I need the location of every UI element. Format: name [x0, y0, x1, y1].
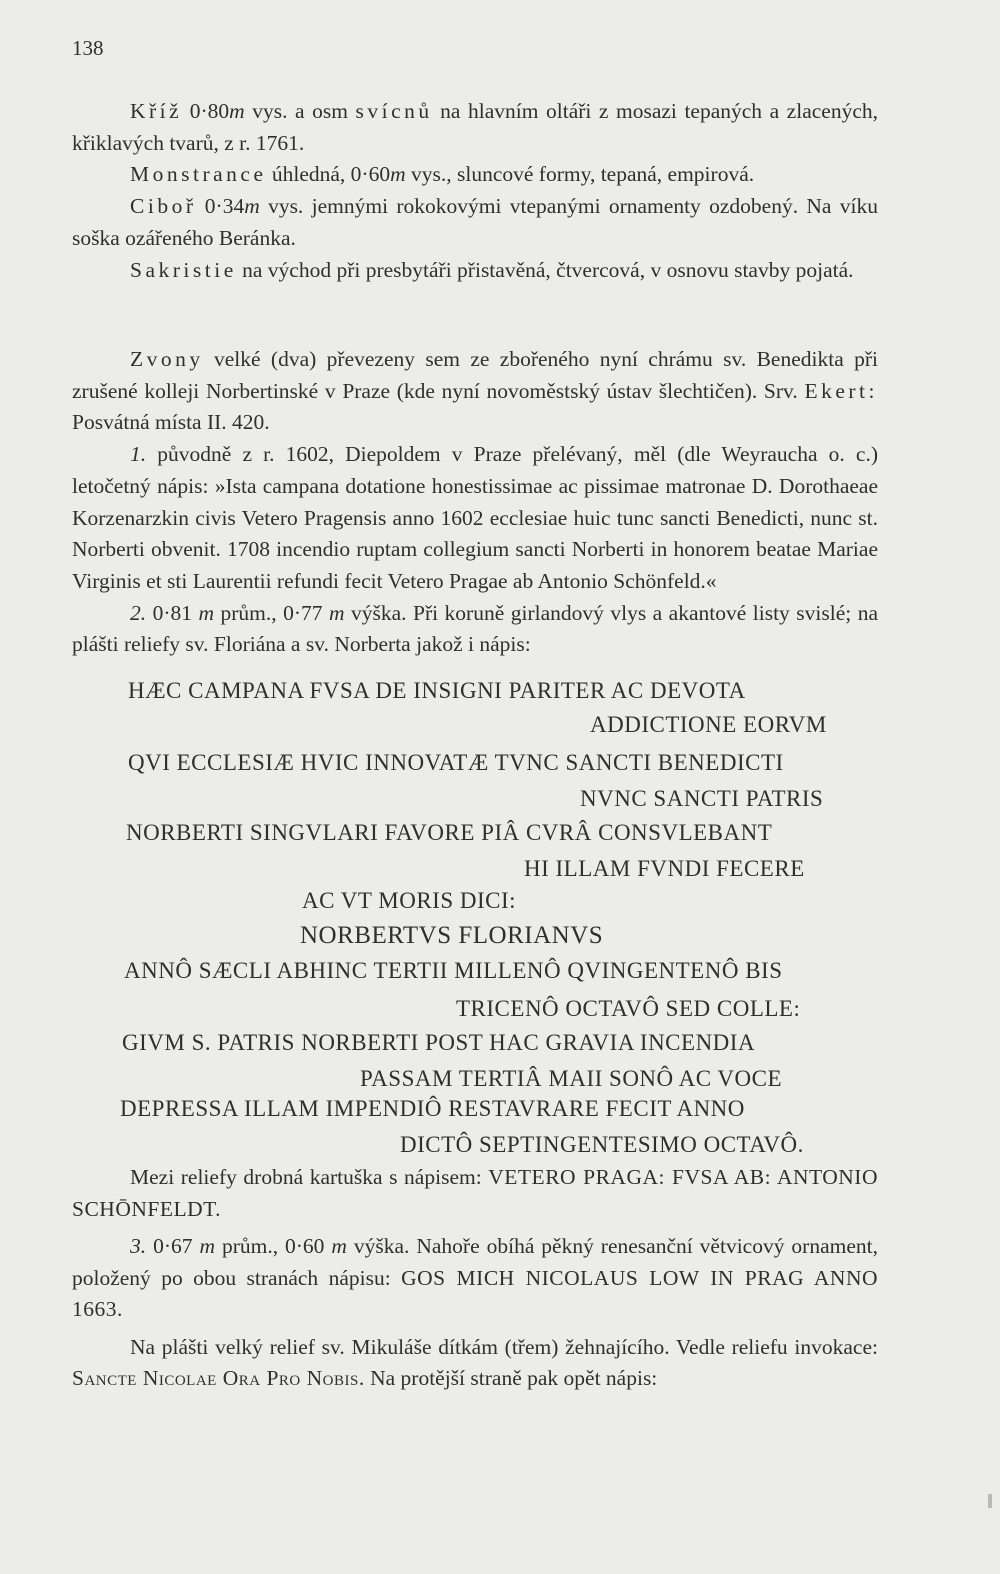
paragraph-kriz — [72, 96, 878, 159]
inscription-line: NORBERTI SINGVLARI FAVORE PIÂ CVRÂ CONSVLEBANT — [126, 820, 773, 845]
inscription-line: GIVM S. PATRIS NORBERTI POST HAC GRAVIA INCENDIA — [122, 1030, 756, 1055]
unit-m: m — [331, 1234, 347, 1258]
inscription-line: ANNÔ SÆCLI ABHINC TERTII MILLENÔ QVINGENTENÔ BIS — [124, 958, 783, 983]
bell-number-1: 1. — [130, 442, 147, 467]
bell-1-text: původně z r. 1602, Diepoldem v Praze přelévaný, měl (dle Weyraucha o. c.) letočetný nápis: »Ista campana dotatione honestissimae ac pissimae matronae D. Dorothaeae Korzenarzkin civis Vetero Pragensis anno 1602 ecclesiae huic tunc sancti Benedicti, nunc st. Norberti obvenit. 1708 incendio ruptam collegium sancti Norberti in honorem beatae Mariae Virginis et sti Laurentii refundi fecit Vetero Pragae ab Antonio Schönfeld.« — [72, 442, 878, 593]
unit-m: m — [229, 99, 245, 123]
paragraph-cibor — [72, 191, 878, 254]
inscription-line: NORBERTVS FLORIANVS — [300, 922, 604, 949]
paragraph-monstrance — [72, 159, 878, 191]
paragraph-bell-2 — [72, 598, 878, 661]
body-text-top — [72, 96, 878, 286]
bell-3-diameter: 0·67 — [146, 1234, 200, 1258]
body-text-bells — [72, 344, 878, 661]
body-text-bottom — [72, 1162, 878, 1395]
cibor-text: vys. jemnými rokokovými vtepanými ornamenty ozdobený. Na víku soška ozářeného Beránka. — [72, 194, 878, 250]
bell-number-3: 3. — [130, 1234, 147, 1258]
bell-3-height: prům., 0·60 — [214, 1234, 332, 1258]
paragraph-bell-3 — [72, 1231, 878, 1326]
sakristie-text: na východ při presbytáři přistavěná, čtvercová, v osnovu stavby pojatá. — [236, 257, 854, 282]
keyword-svicnu: svícnů — [355, 99, 433, 123]
unit-m: m — [198, 600, 215, 625]
bell-2-height: prům., 0·77 — [214, 600, 329, 625]
inscription-line: TRICENÔ OCTAVÔ SED COLLE: — [456, 996, 801, 1021]
monstrance-text: vys., sluncové formy, tepaná, empirová. — [405, 162, 755, 187]
monstrance-size: úhledná, 0·60 — [266, 162, 391, 187]
inscription-line: ADDICTIONE EORVM — [590, 712, 827, 737]
page-number: 138 — [72, 36, 104, 60]
bell-2-diameter: 0·81 — [146, 600, 199, 625]
keyword-zvony: Zvony — [130, 347, 204, 371]
paragraph-cartouche — [72, 1162, 878, 1225]
zvony-text-b: Posvátná místa II. 420. — [72, 410, 270, 435]
keyword-sakristie: Sakristie — [130, 257, 237, 282]
unit-m: m — [244, 194, 260, 219]
unit-m: m — [199, 1234, 215, 1258]
cartouche-inscription: VETERO PRAGA: FVSA AB: ANTONIO SCHŌNFELDT. — [72, 1165, 878, 1221]
inscription-line: PASSAM TERTIÂ MAII SONÔ AC VOCE — [360, 1066, 783, 1091]
unit-m: m — [328, 600, 345, 625]
kriz-text-b: vys. a osm — [244, 99, 356, 123]
inscription-line: DEPRESSA ILLAM IMPENDIÔ RESTAVRARE FECIT ANNO — [120, 1096, 745, 1121]
bell-2-text: výška. Při koruně girlandový vlys a akantové listy svislé; na plášti reliefy sv. Floriána a sv. Norberta jakož i nápis: — [72, 600, 878, 657]
inscription-line: NVNC SANCTI PATRIS — [580, 786, 824, 811]
inscription-line: QVI ECCLESIÆ HVIC INNOVATÆ TVNC SANCTI BENEDICTI — [128, 750, 784, 775]
cibor-size: 0·34 — [196, 194, 245, 219]
kriz-size: 0·80 — [182, 99, 230, 123]
scan-speck — [988, 1494, 992, 1508]
zvony-text-a: velké (dva) převezeny sem ze zbořeného nyní chrámu sv. Benedikta při zrušené kolleji Norbertinské v Praze (kde nyní novoměstský ústav šlechtičen). Srv. — [72, 347, 878, 403]
cartouche-text: Mezi reliefy drobná kartuška s nápisem: — [130, 1165, 489, 1189]
inscription-line: DICTÔ SEPTINGENTESIMO OCTAVÔ. — [400, 1132, 804, 1157]
invocation: Sancte Nicolae Ora Pro Nobis. — [72, 1366, 365, 1390]
mantle-text-2: Na protější straně pak opět nápis: — [364, 1366, 658, 1390]
paragraph-bell-1 — [72, 439, 878, 598]
inscription-line: HÆC CAMPANA FVSA DE INSIGNI PARITER AC DEVOTA — [128, 678, 746, 703]
mantle-text: Na plášti velký relief sv. Mikuláše dítkám (třem) žehnajícího. Vedle reliefu invokace: — [130, 1334, 878, 1359]
bell-number-2: 2. — [130, 600, 147, 625]
inscription-line: AC VT MORIS DICI: — [302, 888, 517, 913]
unit-m: m — [390, 162, 406, 187]
kriz-text-c: na hlavním oltáři z mosazi tepaných a zlacených, křiklavých tvarů, z r. 1761. — [72, 99, 878, 155]
paragraph-sakristie — [72, 255, 878, 287]
keyword-kriz: Kříž — [130, 99, 183, 123]
paragraph-mantle — [72, 1332, 878, 1395]
inscription-line: HI ILLAM FVNDI FECERE — [524, 856, 805, 881]
bell-3-inscription: GOS MICH NICOLAUS LOW IN PRAG ANNO 1663. — [72, 1265, 878, 1321]
keyword-monstrance: Monstrance — [130, 162, 267, 187]
author-ekert: Ekert: — [804, 378, 878, 403]
paragraph-zvony — [72, 344, 878, 439]
bell-3-text: výška. Nahoře obíhá pěkný renesanční větvicový ornament, položený po obou stranách nápisu: — [72, 1234, 878, 1290]
keyword-cibor: Ciboř — [130, 194, 197, 219]
